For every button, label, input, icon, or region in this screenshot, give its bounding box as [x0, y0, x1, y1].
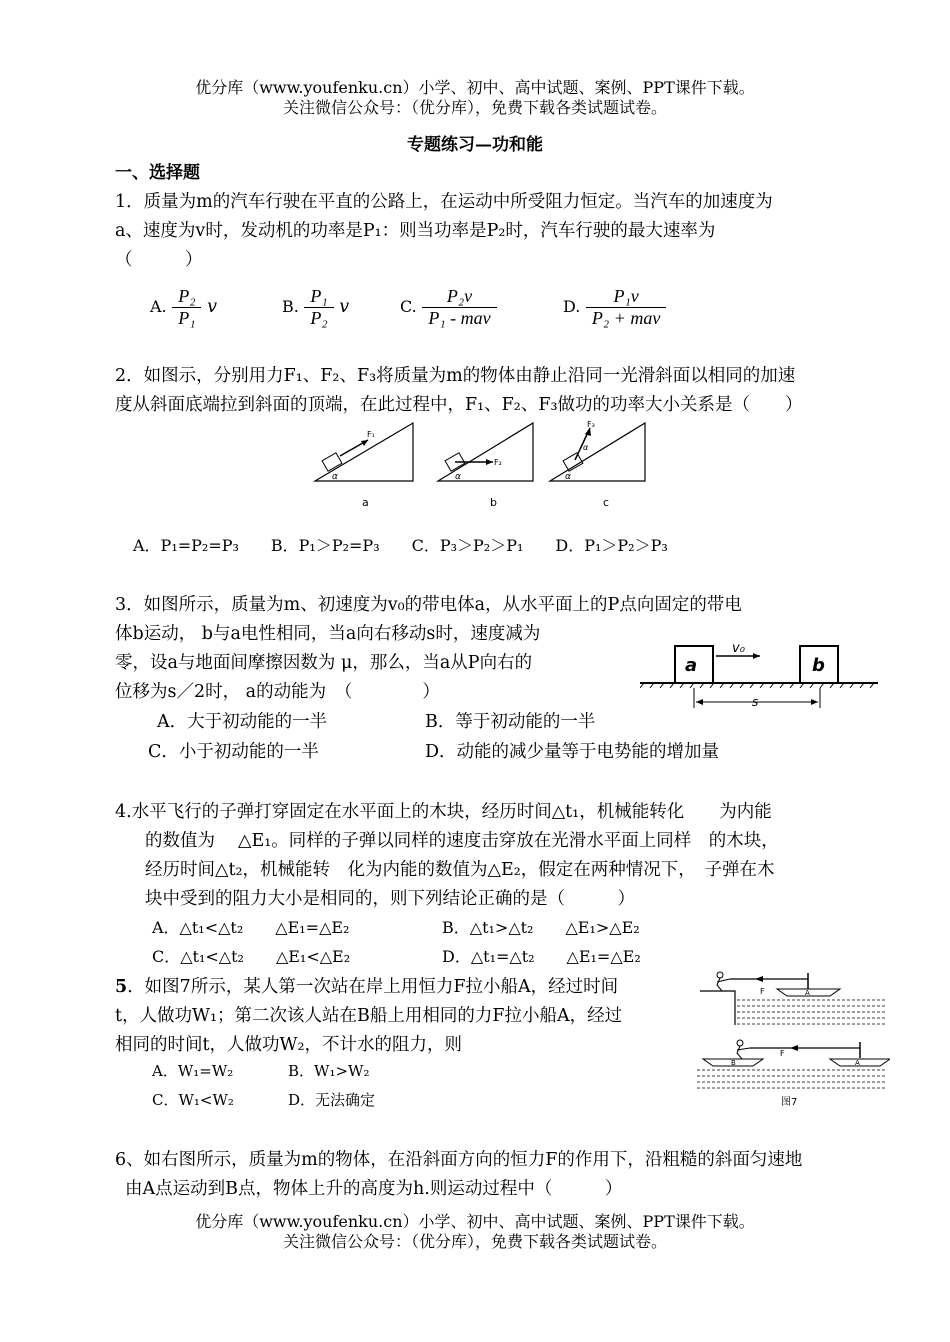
section-heading: 一、选择题 — [115, 163, 200, 183]
header-line-2: 关注微信公众号：（优分库），免费下载各类试题试卷。 — [282, 98, 667, 117]
q1-option-b-num: P₁ — [304, 286, 333, 308]
q6-line-1: 6、如右图所示，质量为m的物体，在沿斜面方向的恒力F的作用下，沿粗糙的斜面匀速地 — [115, 1150, 803, 1170]
q3-option-b: B．等于初动能的一半 — [425, 712, 596, 732]
q4-line-2: 的数值为 △E₁。同样的子弹以同样的速度击穿放在光滑水平面上同样 的木块， — [145, 831, 779, 851]
q1-option-c-fraction — [422, 286, 496, 329]
q1-option-a-label: A. — [150, 297, 167, 316]
q1-option-d-num: P₁v — [586, 286, 666, 308]
q3-line-4: 位移为s／2时， a的动能为 （ ） — [115, 682, 440, 702]
q2-f1-label: F₁ — [367, 430, 375, 439]
q1-option-d — [563, 286, 666, 329]
q1-option-c-label: C. — [400, 297, 417, 316]
q3-line-1: 3．如图所示，质量为m、初速度为v₀的带电体a，从水平面上的P点向固定的带电 — [115, 595, 742, 615]
q2-line-2: 度从斜面底端拉到斜面的顶端，在此过程中，F₁、F₂、F₃做功的功率大小关系是（ ） — [115, 395, 803, 415]
q1-option-c — [400, 286, 497, 329]
q1-option-c-den: P₁ - mav — [428, 308, 491, 328]
q4-option-a: A．△t₁<△t₂ △E₁=△E₂ — [152, 918, 350, 937]
q1-option-b-fraction — [304, 286, 333, 329]
q4-option-c: C．△t₁<△t₂ △E₁<△E₂ — [152, 947, 351, 966]
q1-option-b-den: P₂ — [310, 308, 328, 328]
q1-line-3: （ ） — [115, 250, 203, 270]
q5-line-1 — [115, 973, 618, 998]
q5-top-scene — [700, 972, 885, 1025]
q4-option-d: D．△t₁=△t₂ △E₁=△E₂ — [442, 947, 641, 966]
q5-figure-caption: 图7 — [781, 1097, 798, 1108]
q2-figure-b — [438, 423, 533, 509]
q5-option-c: C．W₁<W₂ — [152, 1091, 234, 1109]
q1-line-1: 1．质量为m的汽车行驶在平直的公路上，在运动中所受阻力恒定。当汽车的加速度为 — [115, 192, 773, 212]
q1-option-a-den: P₁ — [178, 308, 196, 328]
page-title: 专题练习—功和能 — [407, 135, 543, 155]
footer-line-1: 优分库（www.youfenku.cn）小学、初中、高中试题、案例、PPT课件下载。 — [195, 1212, 755, 1231]
q1-option-a-num: P₂ — [172, 286, 201, 308]
q5-top-a-label: A — [805, 989, 810, 997]
q2-figure-a — [315, 423, 413, 509]
q5-line-2: t，人做功W₁；第二次该人站在B船上用相同的力F拉小船A，经过 — [115, 1006, 623, 1026]
q2-line-1: 2．如图示，分别用力F₁、F₂、F₃将质量为m的物体由静止沿同一光滑斜面以相同的加速 — [115, 366, 796, 386]
q3-s-label: s — [752, 695, 759, 709]
q2-theta-c: α — [583, 443, 589, 452]
q1-option-d-label: D. — [563, 297, 581, 316]
q2-figure-c — [545, 418, 655, 514]
q5-bottom-b-label: B — [731, 1059, 736, 1067]
q5-option-a: A．W₁=W₂ — [152, 1062, 234, 1080]
q4-line-1: 4.水平飞行的子弹打穿固定在水平面上的木块，经历时间△t₁，机械能转化 为内能 — [115, 802, 772, 822]
header-line-1: 优分库（www.youfenku.cn）小学、初中、高中试题、案例、PPT课件下载。 — [195, 78, 755, 97]
q5-line-3: 相同的时间t，人做功W₂，不计水的阻力，则 — [115, 1035, 463, 1055]
q2-alpha-a: α — [332, 472, 338, 482]
q2-label-a: a — [362, 496, 369, 509]
q1-option-a-fraction — [172, 286, 201, 329]
q1-option-b-tail: v — [339, 297, 350, 317]
q5-figure — [695, 965, 890, 1110]
q1-option-d-den: P₂ + mav — [591, 308, 661, 328]
q1-option-b — [282, 286, 349, 329]
q1-option-a-tail: v — [207, 297, 217, 317]
q6-line-2: 由A点运动到B点，物体上升的高度为h.则运动过程中（ ） — [125, 1179, 623, 1199]
q1-line-2: a、速度为v时，发动机的功率是P₁：则当功率是P₂时，汽车行驶的最大速率为 — [115, 221, 716, 241]
q2-f3-label: F₃ — [587, 420, 595, 429]
q5-option-b: B．W₁>W₂ — [288, 1062, 370, 1080]
q1-option-d-fraction — [586, 286, 666, 329]
q1-option-c-num: P₂v — [422, 286, 496, 308]
q4-option-b: B．△t₁>△t₂ △E₁>△E₂ — [442, 918, 640, 937]
q5-bottom-f-label: F — [780, 1049, 785, 1058]
q2-alpha-b: α — [455, 472, 461, 482]
q3-block-b-label: b — [812, 655, 825, 676]
q5-bottom-a-label: A — [855, 1059, 860, 1067]
q1-option-a — [150, 286, 217, 329]
q3-line-3: 零，设a与地面间摩擦因数为 μ，那么，当a从P向右的 — [115, 653, 533, 673]
q3-option-a: A．大于初动能的一半 — [157, 712, 328, 732]
q2-f2-label: F₂ — [494, 458, 502, 467]
q2-options: A．P₁=P₂=P₃ B．P₁＞P₂=P₃ C．P₃＞P₂＞P₁ D．P₁＞P₂＞P₃ — [133, 536, 668, 555]
q5-top-f-label: F — [760, 987, 765, 996]
q5-line-1-text: ．如图7所示，某人第一次站在岸上用恒力F拉小船A，经过时间 — [127, 977, 619, 997]
q4-line-4: 块中受到的阻力大小是相同的，则下列结论正确的是（ ） — [145, 889, 635, 909]
q3-figure — [640, 638, 880, 720]
q3-v0-label: v₀ — [732, 641, 745, 656]
q3-option-c: C．小于初动能的一半 — [148, 742, 319, 762]
footer-line-2: 关注微信公众号：（优分库），免费下载各类试题试卷。 — [282, 1232, 667, 1251]
q3-line-2: 体b运动， b与a电性相同，当a向右移动s时，速度减为 — [115, 624, 541, 644]
q3-option-d: D．动能的减少量等于电势能的增加量 — [425, 742, 720, 762]
q2-label-c: c — [603, 496, 610, 509]
q1-option-b-label: B. — [282, 297, 299, 316]
q5-option-d: D．无法确定 — [288, 1091, 376, 1109]
q2-incline-figures — [310, 418, 545, 514]
q5-bottom-scene — [697, 1040, 890, 1108]
q3-block-a-label: a — [685, 655, 698, 676]
q4-line-3: 经历时间△t₂，机械能转 化为内能的数值为△E₂，假定在两种情况下， 子弹在木 — [145, 860, 775, 880]
q2-label-b: b — [490, 496, 497, 509]
q2-alpha-c: α — [565, 472, 571, 482]
q5-number: 5 — [115, 977, 128, 997]
